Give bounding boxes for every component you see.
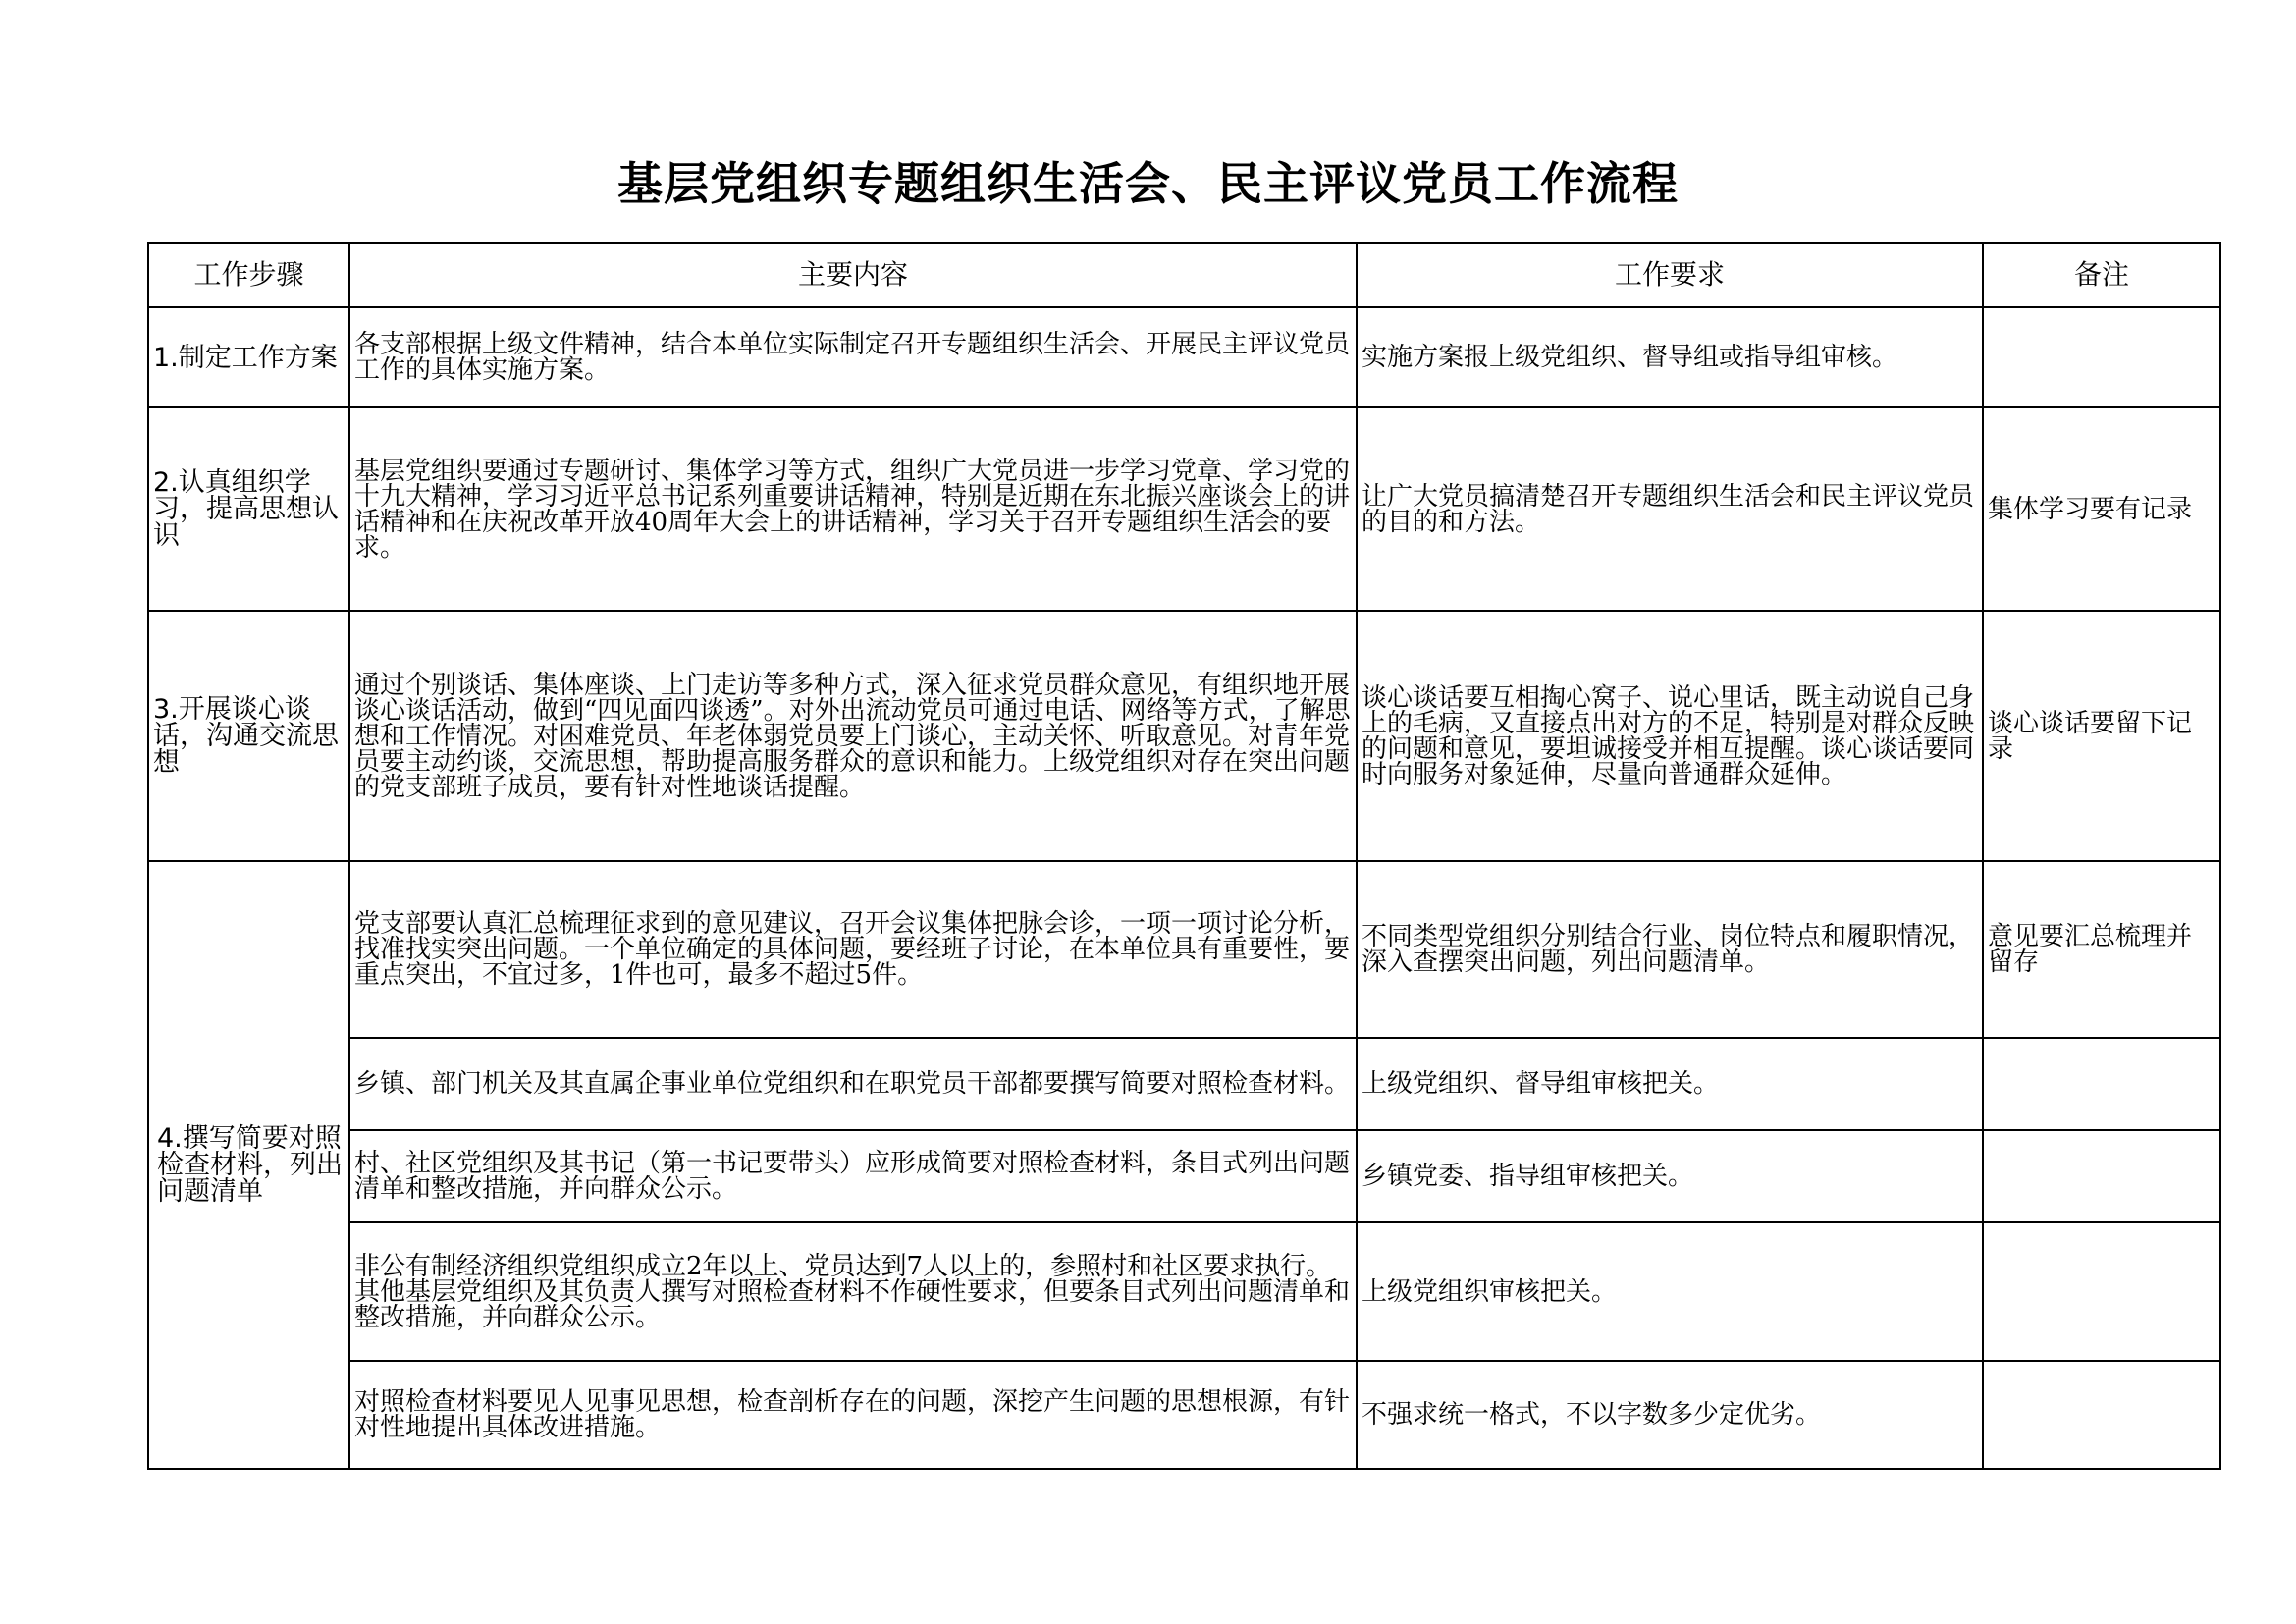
workflow-table [147,242,2221,1470]
table-row [148,1038,2220,1130]
requirement-cell: 上级党组织审核把关。 [1357,1222,1983,1361]
note-cell [1983,1222,2220,1361]
content-cell: 村、社区党组织及其书记（第一书记要带头）应形成简要对照检查材料，条目式列出问题清单和整改措施，并向群众公示。 [349,1130,1357,1222]
content-cell: 各支部根据上级文件精神，结合本单位实际制定召开专题组织生活会、开展民主评议党员工作的具体实施方案。 [349,307,1357,407]
content-cell: 非公有制经济组织党组织成立2年以上、党员达到7人以上的，参照村和社区要求执行。其他基层党组织及其负责人撰写对照检查材料不作硬性要求，但要条目式列出问题清单和整改措施，并向群众公示。 [349,1222,1357,1361]
page-title: 基层党组织专题组织生活会、民主评议党员工作流程 [617,157,1679,210]
requirement-cell: 不强求统一格式，不以字数多少定优劣。 [1357,1361,1983,1469]
requirement-cell: 让广大党员搞清楚召开专题组织生活会和民主评议党员的目的和方法。 [1357,407,1983,611]
table-row [148,407,2220,611]
content-cell: 基层党组织要通过专题研讨、集体学习等方式，组织广大党员进一步学习党章、学习党的十九大精神，学习习近平总书记系列重要讲话精神，特别是近期在东北振兴座谈会上的讲话精神和在庆祝改革开放40周年大会上的讲话精神，学习关于召开专题组织生活会的要求。 [349,407,1357,611]
header-requirement: 工作要求 [1357,243,1983,307]
note-cell [1983,1361,2220,1469]
requirement-cell: 不同类型党组织分别结合行业、岗位特点和履职情况，深入查摆突出问题，列出问题清单。 [1357,861,1983,1038]
header-content: 主要内容 [349,243,1357,307]
table-row [148,611,2220,861]
table-row [148,307,2220,407]
content-cell: 通过个别谈话、集体座谈、上门走访等多种方式，深入征求党员群众意见，有组织地开展谈心谈话活动，做到“四见面四谈透”。对外出流动党员可通过电话、网络等方式，了解思想和工作情况。对困难党员、年老体弱党员要上门谈心，主动关怀、听取意见。对青年党员要主动约谈，交流思想，帮助提高服务群众的意识和能力。上级党组织对存在突出问题的党支部班子成员，要有针对性地谈话提醒。 [349,611,1357,861]
table-row [148,1361,2220,1469]
requirement-cell: 谈心谈话要互相掏心窝子、说心里话，既主动说自己身上的毛病，又直接点出对方的不足，特别是对群众反映的问题和意见，要坦诚接受并相互提醒。谈心谈话要同时向服务对象延伸，尽量向普通群众延伸。 [1357,611,1983,861]
table-row [148,1130,2220,1222]
step-cell: 2.认真组织学习，提高思想认识 [148,407,349,611]
note-cell [1983,307,2220,407]
content-cell: 对照检查材料要见人见事见思想，检查剖析存在的问题，深挖产生问题的思想根源，有针对性地提出具体改进措施。 [349,1361,1357,1469]
table-row [148,1222,2220,1361]
step-cell: 3.开展谈心谈话，沟通交流思想 [148,611,349,861]
note-cell [1983,1038,2220,1130]
header-note: 备注 [1983,243,2220,307]
content-cell: 乡镇、部门机关及其直属企事业单位党组织和在职党员干部都要撰写简要对照检查材料。 [349,1038,1357,1130]
table-row [148,861,2220,1038]
step-cell: 4.撰写简要对照检查材料，列出问题清单 [148,861,349,1469]
requirement-cell: 上级党组织、督导组审核把关。 [1357,1038,1983,1130]
header-step: 工作步骤 [148,243,349,307]
note-cell: 集体学习要有记录 [1983,407,2220,611]
requirement-cell: 实施方案报上级党组织、督导组或指导组审核。 [1357,307,1983,407]
requirement-cell: 乡镇党委、指导组审核把关。 [1357,1130,1983,1222]
table-header-row [148,243,2220,307]
note-cell: 谈心谈话要留下记录 [1983,611,2220,861]
note-cell: 意见要汇总梳理并留存 [1983,861,2220,1038]
note-cell [1983,1130,2220,1222]
content-cell: 党支部要认真汇总梳理征求到的意见建议，召开会议集体把脉会诊，一项一项讨论分析，找准找实突出问题。一个单位确定的具体问题，要经班子讨论，在本单位具有重要性，要重点突出，不宜过多，1件也可，最多不超过5件。 [349,861,1357,1038]
step-cell: 1.制定工作方案 [148,307,349,407]
